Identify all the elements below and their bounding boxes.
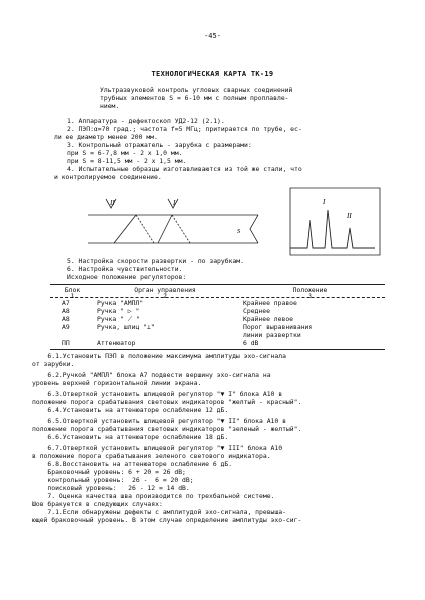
step-line: Шов бракуется в следующих случаях: <box>32 500 163 508</box>
item-line: 5. Настройка скорости развертки - по зарубкам. <box>67 257 244 265</box>
step-line: положение порога срабатывания световых индикаторов "зеленый - желтый". <box>32 425 302 433</box>
table-cell: Среднее <box>243 307 270 315</box>
item-line: 2. ПЭП:α=70 град.; частота f=5 МГц; притирается по трубе, ес- <box>67 125 302 133</box>
table-cell: Ручка " ⟋ " <box>97 315 140 323</box>
step-line: контрольный уровень: 26 - 6 = 20 dB; <box>32 476 194 484</box>
table-header: Положение <box>292 286 328 294</box>
step-line: 6.2.Ручкой "АМПЛ" блока А7 подвести вершину эхо-сигнала на <box>32 371 271 379</box>
item-line: при S = 8-11,5 мм - 2 х 1,5 мм. <box>67 157 187 165</box>
table-cell: А7 <box>62 299 70 307</box>
step-line: поисковый уровень: 26 - 12 = 14 dB. <box>32 484 190 492</box>
weld-diagram <box>80 195 280 255</box>
table-cell: Ручка " ▷ " <box>97 307 140 315</box>
table-col-number: 3 <box>308 292 312 300</box>
step-line: 7. Оценка качества шва производится по трехбальной системе. <box>32 492 275 500</box>
item-line: 4. Испытательные образцы изготавливаются из той же стали, что <box>67 165 302 173</box>
weld-label-left: II <box>110 199 115 207</box>
table-cell: А8 <box>62 307 70 315</box>
weld-thickness-label: S <box>237 228 241 235</box>
item-line: 6. Настройка чувствительности. <box>67 265 183 273</box>
item-line: 3. Контрольный отражатель - зарубка с размерами: <box>67 141 252 149</box>
item-line: и контролируемое соединение. <box>54 173 162 181</box>
table-cell: Аттенюатор <box>97 339 136 347</box>
table-cell: Порог выравнивания <box>243 323 313 331</box>
step-line: 6.6.Установить на аттенюаторе ослабление 18 дБ. <box>32 433 229 441</box>
table-cell: Крайнее правое <box>243 299 297 307</box>
step-line: уровень верхней горизонтальной линии экрана. <box>32 379 202 387</box>
step-line: положение порога срабатывания световых индикаторов "желтый - красный". <box>32 398 302 406</box>
step-line: ющей браковочный уровень. В этом случае определение амплитуды эхо-сиг- <box>32 516 302 524</box>
intro-line: трубных элементов S = 6-10 мм с полным проплавле- <box>100 94 289 102</box>
step-line: 6.4.Установить на аттенюаторе ослабление 12 дБ. <box>32 406 229 414</box>
step-line: 6.8.Восстановить на аттенюаторе ослабление 6 дБ. <box>32 460 233 468</box>
signal-label-I: I <box>323 198 326 206</box>
table-col-number: 1 <box>70 292 75 300</box>
signal-label-II: II <box>347 212 352 220</box>
step-line: в положение порога срабатывания зеленого светового индикатора. <box>32 452 271 460</box>
table-cell: Ручка, шлиц "⊥̈" <box>97 323 155 331</box>
item-line: ли ее диаметр менее 200 мм. <box>54 133 158 141</box>
item-line: при S = 6-7,8 мм - 2 х 1,0 мм. <box>67 149 183 157</box>
step-line: от зарубки. <box>32 360 75 368</box>
step-line: 6.1.Установить ПЭП в положение максимума амплитуды эхо-сигнала <box>32 352 286 360</box>
weld-label-right: I <box>173 199 176 207</box>
page-number: -45- <box>204 32 221 40</box>
table-cell: Крайнее левое <box>243 315 294 323</box>
table-cell: линии развертки <box>243 331 301 339</box>
item-line: 1. Аппаратура - дефектоскоп УД2-12 (2.1). <box>67 117 225 125</box>
step-line: Браковочный уровень: 6 + 20 = 26 dB; <box>32 468 186 476</box>
step-line: 6.3.Отверткой установить шлицевой регулятор "▼ I" блока А10 в <box>32 390 283 398</box>
intro-line: нием. <box>100 102 120 110</box>
step-line: 7.1.Если обнаружены дефекты с амплитудой эхо-сигнала, превыша- <box>32 508 286 516</box>
table-cell: 6 dB <box>243 339 259 347</box>
table-cell: Ручка "АМПЛ" <box>97 299 144 307</box>
table-cell: А8 <box>62 315 70 323</box>
table-header: Орган управления <box>134 286 196 294</box>
step-line: 6.7.Отверткой установить шлицевой регулятор "▼ III" блока А10 <box>32 444 283 452</box>
table-cell: А9 <box>62 323 70 331</box>
table-col-number: 2 <box>163 292 167 300</box>
table-cell: ПП <box>62 339 70 347</box>
intro-line: Ультразвуковой контроль угловых сварных соединений <box>100 86 293 94</box>
page-title: ТЕХНОЛОГИЧЕСКАЯ КАРТА ТК-19 <box>151 70 274 78</box>
signal-screen <box>285 180 385 260</box>
step-line: 6.5.Отверткой установить шлицевой регулятор "▼ II" блока А10 в <box>32 417 286 425</box>
item-line: Исходное положение регуляторов: <box>67 273 187 281</box>
table-header: Блок <box>64 286 81 294</box>
